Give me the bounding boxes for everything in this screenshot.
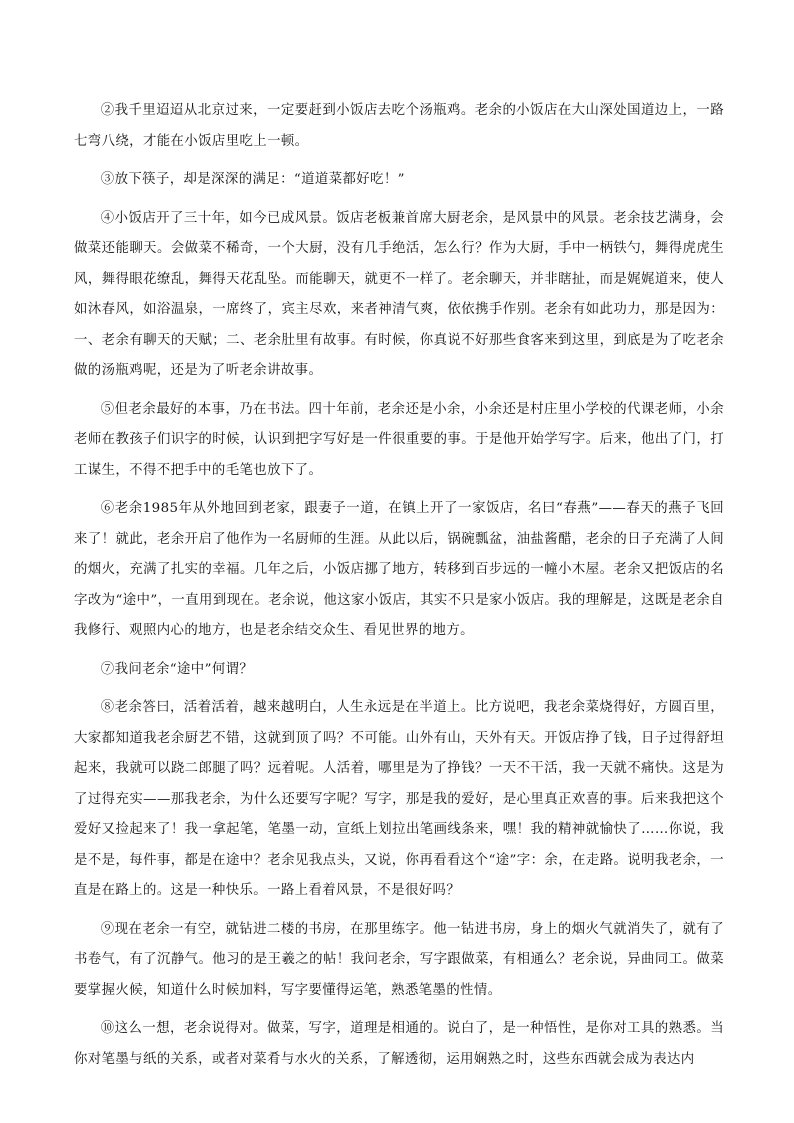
paragraph-3: ③放下筷子，却是深深的满足：“道道菜都好吃！”	[100, 172, 405, 187]
paragraph-6: ⑥老余1985年从外地回到老家，跟妻子一道，在镇上开了一家饭店，名曰“春燕”——春天的燕子飞回来了！就此，老余开启了他作为一名厨师的生涯。从此以后，锅碗瓢盆，油盐酱醋，老余的日子充满了人间的烟火，充满了扎实的幸福。几年之后，小饭店挪了地方，转移到百步远的一幢小木屋。老余又把饭店的名字改为“途中”，一直用到现在。老余说，他这家小饭店，其实不只是家小饭店。我的理解是，这既是老余自我修行、观照内心的地方，也是老余结交众生、看见世界的地方。	[74, 501, 724, 638]
article-body	[74, 96, 724, 1083]
paragraph-5: ⑤但老余最好的本事，乃在书法。四十年前，老余还是小余，小余还是村庄里小学校的代课老师，小余老师在教孩子们识字的时候，认识到把字写好是一件很重要的事。于是他开始学写字。后来，他出了门，打工谋生，不得不把手中的毛笔也放下了。	[74, 401, 724, 478]
paragraph-4: ④小饭店开了三十年，如今已成风景。饭店老板兼首席大厨老余，是风景中的风景。老余技艺满身，会做菜还能聊天。会做菜不稀奇，一个大厨，没有几手绝活，怎么行？作为大厨，手中一柄铁勺，舞得虎虎生风，舞得眼花缭乱，舞得天花乱坠。而能聊天，就更不一样了。老余聊天，并非瞎扯，而是娓娓道来，使人如沐春风，如浴温泉，一席终了，宾主尽欢，来者神清气爽，依依携手作别。老余有如此功力，那是因为：一、老余有聊天的天赋；二、老余肚里有故事。有时候，你真说不好那些食客来到这里，到底是为了吃老余做的汤瓶鸡呢，还是为了听老余讲故事。	[74, 210, 724, 378]
paragraph-8: ⑧老余答曰，活着活着，越来越明白，人生永远是在半道上。比方说吧，我老余菜烧得好，方圆百里，大家都知道我老余厨艺不错，这就到顶了吗？不可能。山外有山，天外有天。开饭店挣了钱，日子过得舒坦起来，我就可以跷二郎腿了吗？远着呢。人活着，哪里是为了挣钱？一天不干活，我一天就不痛快。这是为了过得充实——那我老余，为什么还要写字呢？写字，那是我的爱好，是心里真正欢喜的事。后来我把这个爱好又捡起来了！我一拿起笔，笔墨一动，宣纸上划拉出笔画线条来，嘿！我的精神就愉快了……你说，我是不是，每件事，都是在途中？老余见我点头，又说，你再看看这个“途”字：余，在走路。说明我老余，一直是在路上的。这是一种快乐。一路上看着风景，不是很好吗？	[74, 700, 724, 898]
paragraph-9: ⑨现在老余一有空，就钻进二楼的书房，在那里练字。他一钻进书房，身上的烟火气就消失了，就有了书卷气，有了沉静气。他习的是王羲之的帖！我问老余，写字跟做菜，有相通么？老余说，异曲同工。做菜要掌握火候，知道什么时候加料，写字要懂得运笔，熟悉笔墨的性情。	[74, 921, 724, 998]
paragraph-2: ②我千里迢迢从北京过来，一定要赶到小饭店去吃个汤瓶鸡。老余的小饭店在大山深处国道边上，一路七弯八绕，才能在小饭店里吃上一顿。	[74, 103, 724, 149]
paragraph-10: ⑩这么一想，老余说得对。做菜，写字，道理是相通的。说白了，是一种悟性，是你对工具的熟悉。当你对笔墨与纸的关系，或者对菜肴与水火的关系，了解透彻，运用娴熟之时，这些东西就会成为表达内	[74, 1021, 724, 1067]
paragraph-7: ⑦我问老余“途中”何谓？	[100, 661, 254, 677]
